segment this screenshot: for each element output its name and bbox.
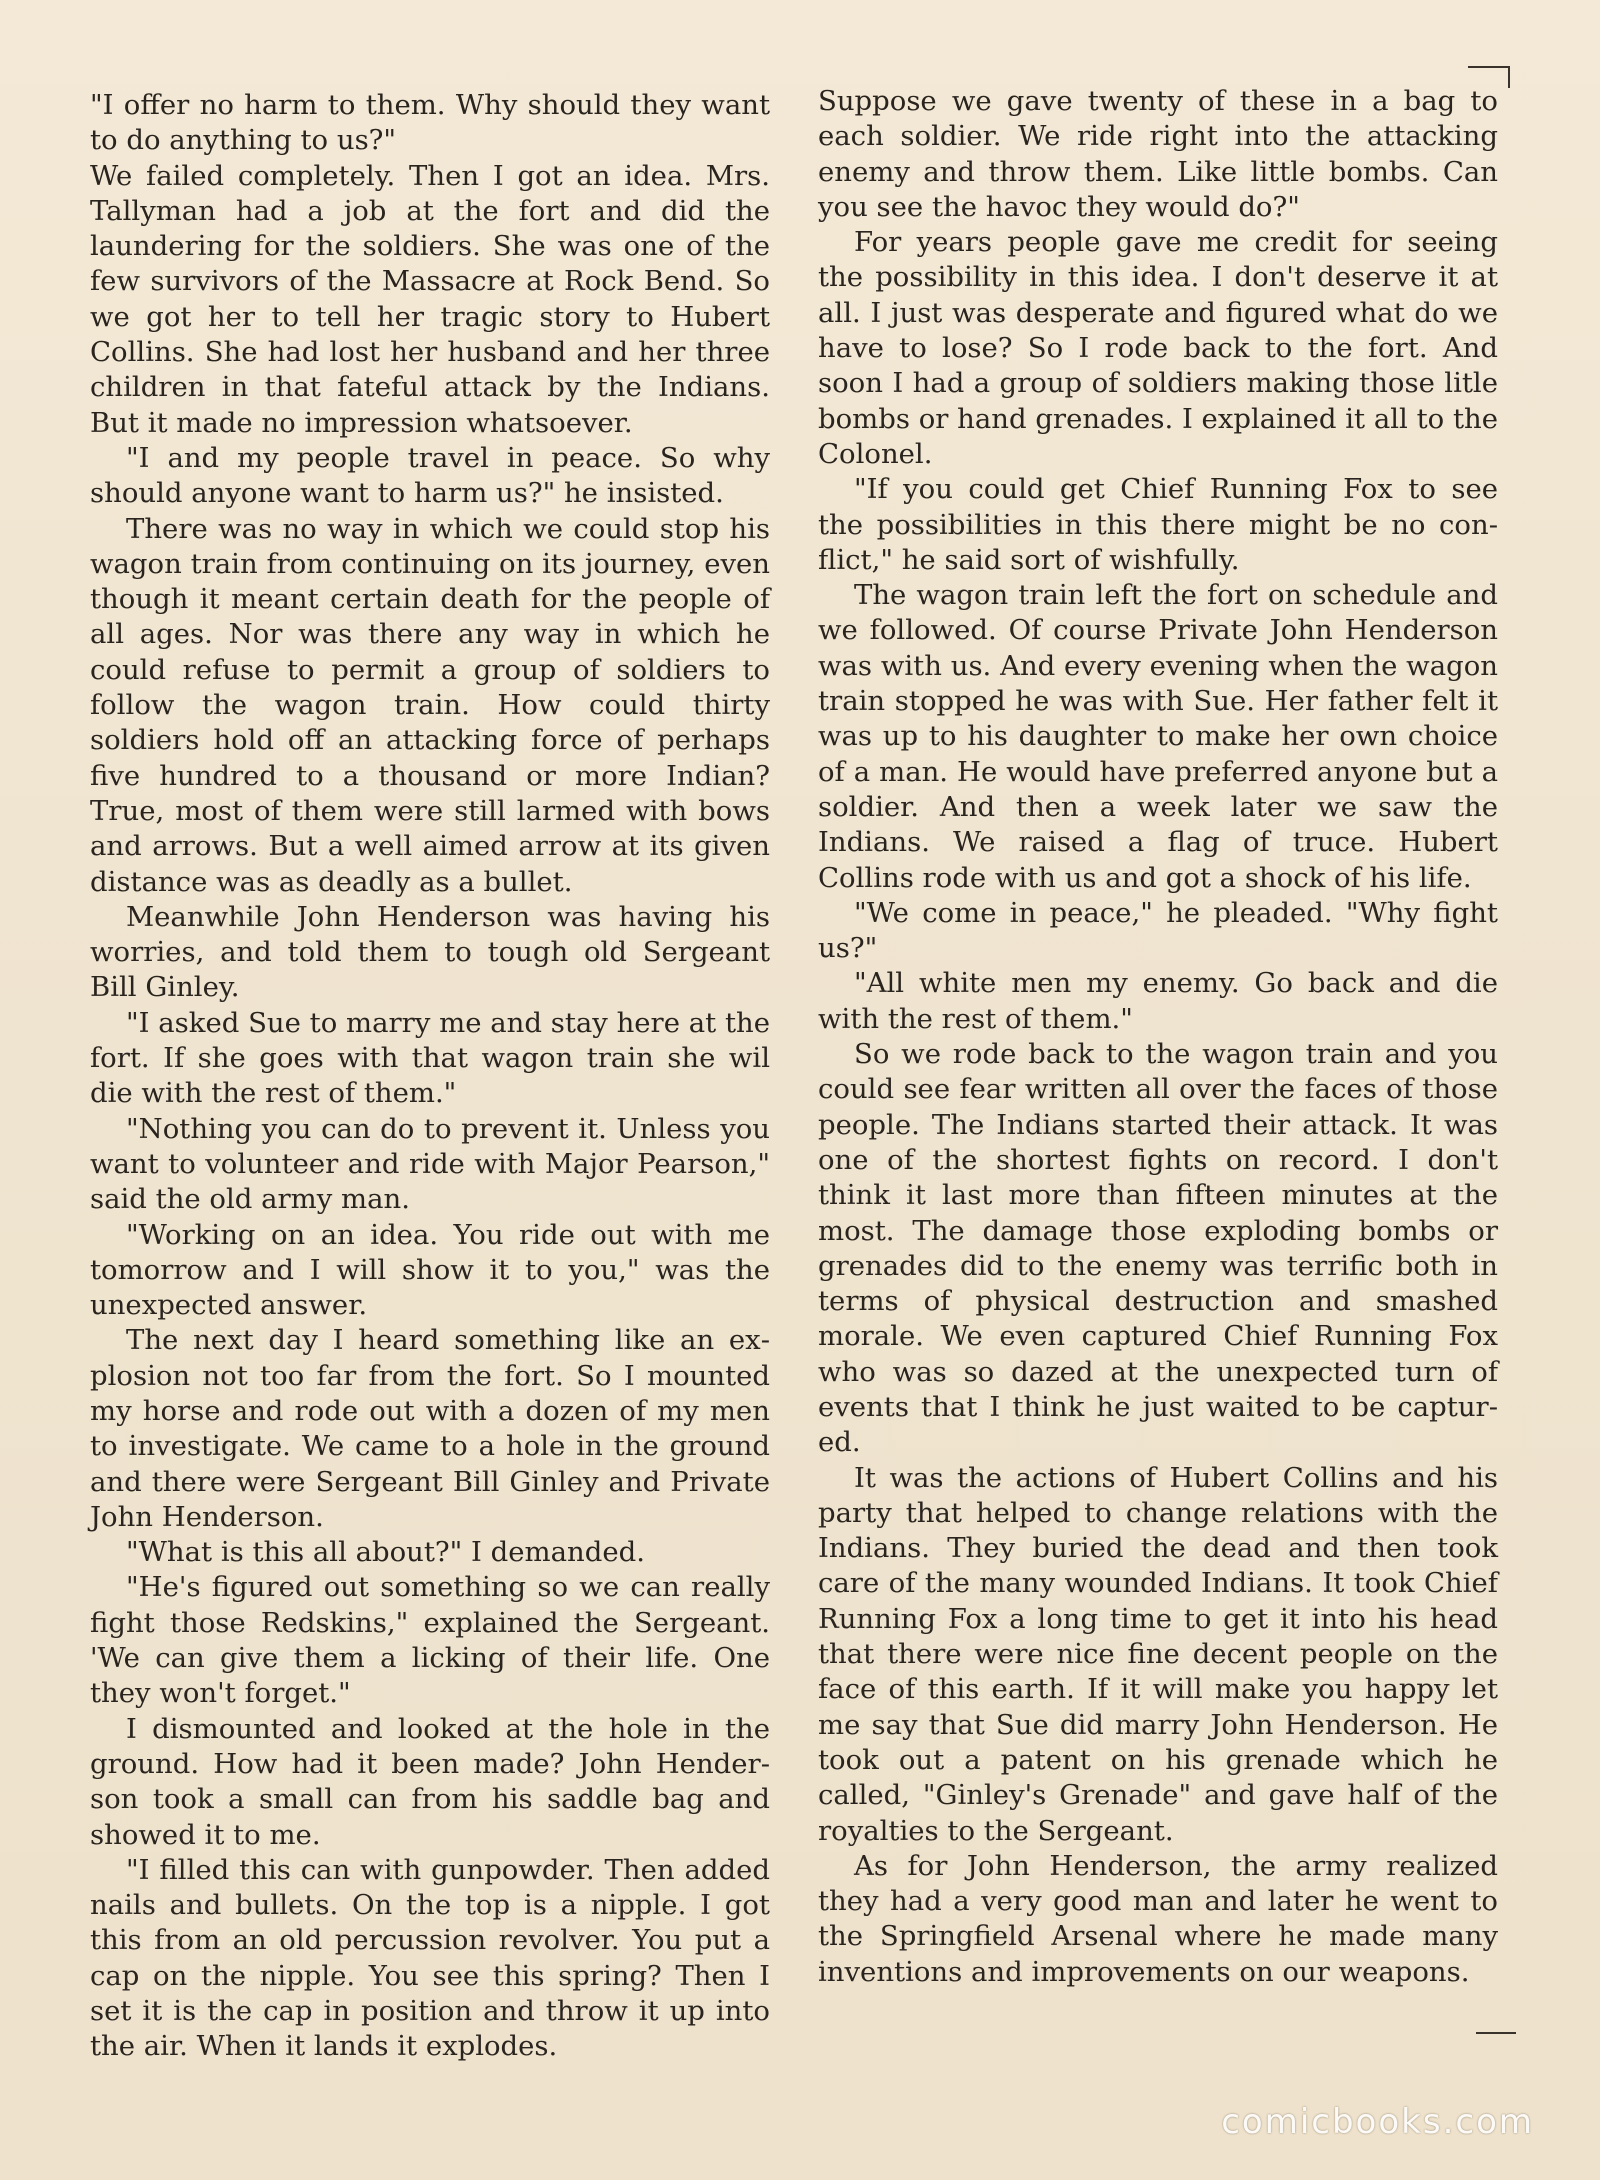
watermark-text: comicbooks.com <box>1221 2102 1534 2142</box>
paragraph: It was the actions of Hubert Collins and his party that helped to change relations with the Indians. They buried the dead and then took care of the many wounded Indians. It took Chief Running Fox a long time to get it into his head that there were nice fine decent people on the face of this earth. If it will make you happy let me say that Sue did marry John Henderson. He took out a patent on his grenade which he called, "Ginley's Grenade" and gave half of the royalties to the Sergeant. <box>818 1461 1498 1847</box>
paragraph: "If you could get Chief Running Fox to see the possibilities in this there might be no conflict," he said sort of wishfully. <box>818 473 1498 576</box>
paragraph: There was no way in which we could stop his wagon train from continuing on its journey, even though it meant certain death for the people of all ages. Nor was there any way in which he could refuse to permit a group of soldiers to follow the wagon train. How could thirty soldiers hold off an attacking force of perhaps five hundred to a thousand or more Indian? True, most of them were still larmed with bows and arrows. But a well aimed arrow at its given distance was as deadly as a bullet. <box>90 512 770 898</box>
paragraph: "I asked Sue to marry me and stay here at the fort. If she goes with that wagon train she wil die with the rest of them." <box>90 1006 770 1110</box>
paragraph: "Nothing you can do to prevent it. Unless you want to volunteer and ride with Major Pearson," said the old army man. <box>90 1112 770 1216</box>
paragraph: "I offer no harm to them. Why should they want to do anything to us?" <box>90 89 770 157</box>
paragraph: The wagon train left the fort on schedule and we followed. Of course Private John Henderson was with us. And every evening when the wagon train stopped he was with Sue. Her father felt it was up to his daughter to make her own choice of a man. He would have preferred anyone but a soldier. And then a week later we saw the Indians. We raised a flag of truce. Hubert Collins rode with us and got a shock of his life. <box>818 579 1498 894</box>
paragraph: Suppose we gave twenty of these in a bag to each soldier. We ride right into the attacking enemy and throw them. Like little bombs. Can you see the havoc they would do?" <box>818 85 1498 223</box>
paragraph: We failed completely. Then I got an idea. Mrs. Tallyman had a job at the fort and did the laundering for the soldiers. She was one of the few survivors of the Massacre at Rock Bend. So we got her to tell her tragic story to Hubert Collins. She had lost her husband and her three children in that fateful attack by the Indians. But it made no impression whatsoever. <box>90 159 770 439</box>
right-text-column <box>818 84 1498 1990</box>
paragraph: The next day I heard something like an explosion not too far from the fort. So I mounted my horse and rode out with a dozen of my men to investigate. We came to a hole in the ground and there were Sergeant Bill Ginley and Private John Henderson. <box>90 1324 770 1533</box>
paragraph: As for John Henderson, the army realized they had a very good man and later he went to the Springfield Arsenal where he made many inventions and improvements on our weapons. <box>818 1849 1498 1988</box>
end-rule <box>1476 2032 1516 2034</box>
top-right-tick <box>1508 66 1510 88</box>
paragraph: So we rode back to the wagon train and you could see fear written all over the faces of those people. The Indians started their attack. It was one of the shortest fights on record. I don't think it last more than fifteen minutes at the most. The damage those exploding bombs or grenades did to the enemy was terrific both in terms of physical destruction and smashed morale. We even captured Chief Running Fox who was so dazed at the unexpected turn of events that I think he just waited to be captured. <box>818 1038 1498 1459</box>
paragraph: For years people gave me credit for seeing the possibility in this idea. I don't deserve it at all. I just was desperate and figured what do we have to lose? So I rode back to the fort. And soon I had a group of soldiers making those litle bombs or hand grenades. I explained it all to the Colonel. <box>818 226 1498 470</box>
paragraph: "I filled this can with gunpowder. Then added nails and bullets. On the top is a nipple. I got this from an old percussion revolver. You put a cap on the nipple. You see this spring? Then I set it is the cap in position and throw it up into the air. When it lands it explodes. <box>90 1853 770 2063</box>
paragraph: I dismounted and looked at the hole in the ground. How had it been made? John Henderson took a small can from his saddle bag and showed it to me. <box>90 1712 770 1851</box>
paragraph: "I and my people travel in peace. So why should anyone want to harm us?" he insisted. <box>90 441 770 510</box>
left-text-column <box>90 88 770 2065</box>
paragraph: "We come in peace," he pleaded. "Why fight us?" <box>818 896 1498 965</box>
top-right-rule <box>1468 66 1510 68</box>
paragraph: "He's figured out something so we can really fight those Redskins," explained the Sergeant. 'We can give them a licking of their life. One they won't forget." <box>90 1571 770 1710</box>
paragraph: "Working on an idea. You ride out with me tomorrow and I will show it to you," was the unexpected answer. <box>90 1218 770 1322</box>
paragraph: "What is this all about?" I demanded. <box>126 1536 645 1569</box>
paragraph: "All white men my enemy. Go back and die with the rest of them." <box>818 967 1498 1035</box>
paragraph: Meanwhile John Henderson was having his worries, and told them to tough old Sergeant Bill Ginley. <box>90 900 770 1004</box>
